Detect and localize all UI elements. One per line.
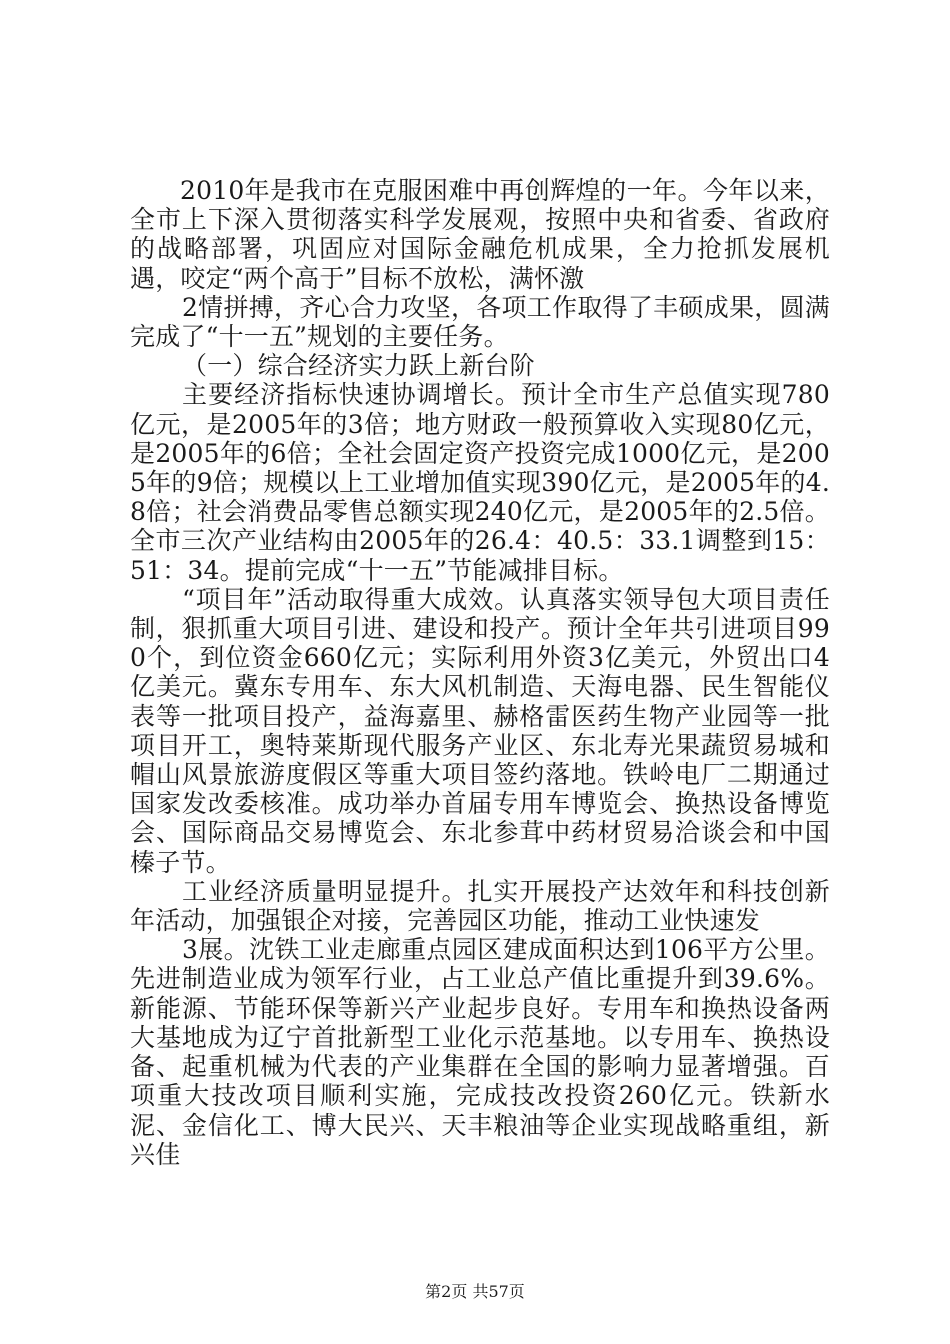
page-number-label: 第2页 共57页 xyxy=(425,1282,525,1301)
paragraph-continuation: 2情拼搏，齐心合力攻坚，各项工作取得了丰硕成果，圆满完成了“十一五”规划的主要任务。 xyxy=(130,292,830,352)
paragraph-project-year: “项目年”活动取得重大成效。认真落实领导包大项目责任制，狠抓重大项目引进、建设和投产。预计全年共引进项目990个，到位资金660亿元；实际利用外资3亿美元，外贸出口4亿美元。冀东专用车、东大风机制造、天海电器、民生智能仪表等一批项目投产，益海嘉里、赫格雷医药生物产业园等一批项目开工，奥特莱斯现代服务产业区、东北寿光果蔬贸易城和帽山风景旅游度假区等重大项目签约落地。铁岭电厂二期通过国家发改委核准。成功举办首届专用车博览会、换热设备博览会、国际商品交易博览会、东北参茸中药材贸易洽谈会和中国榛子节。 xyxy=(130,584,830,877)
section-heading: （一）综合经济实力跃上新台阶 xyxy=(182,351,535,381)
paragraph-economic-indicators: 主要经济指标快速协调增长。预计全市生产总值实现780亿元，是2005年的3倍；地方财政一般预算收入实现80亿元，是2005年的6倍；全社会固定资产投资完成1000亿元，是2005年的9倍；规模以上工业增加值实现390亿元，是2005年的4.8倍；社会消费品零售总额实现240亿元，是2005年的2.5倍。全市三次产业结构由2005年的26.4：40.5：33.1调整到15：51：34。提前完成“十一五”节能减排目标。 xyxy=(130,380,830,585)
document-body xyxy=(130,176,830,1169)
paragraph-industrial-economy: 工业经济质量明显提升。扎实开展投产达效年和科技创新年活动，加强银企对接，完善园区功能，推动工业快速发 xyxy=(130,876,830,936)
paragraph-intro: 2010年是我市在克服困难中再创辉煌的一年。今年以来，全市上下深入贯彻落实科学发展观，按照中央和省委、省政府的战略部署，巩固应对国际金融危机成果，全力抢抓发展机遇，咬定“两个高于”目标不放松，满怀激 xyxy=(130,176,830,293)
page-footer xyxy=(0,1279,950,1302)
paragraph-industrial-continuation: 3展。沈铁工业走廊重点园区建成面积达到106平方公里。先进制造业成为领军行业，占工业总产值比重提升到39.6%。新能源、节能环保等新兴产业起步良好。专用车和换热设备两大基地成为辽宁首批新型工业化示范基地。以专用车、换热设备、起重机械为代表的产业集群在全国的影响力显著增强。百项重大技改项目顺利实施，完成技改投资260亿元。铁新水泥、金信化工、博大民兴、天丰粮油等企业实现战略重组，新兴佳 xyxy=(130,935,830,1169)
